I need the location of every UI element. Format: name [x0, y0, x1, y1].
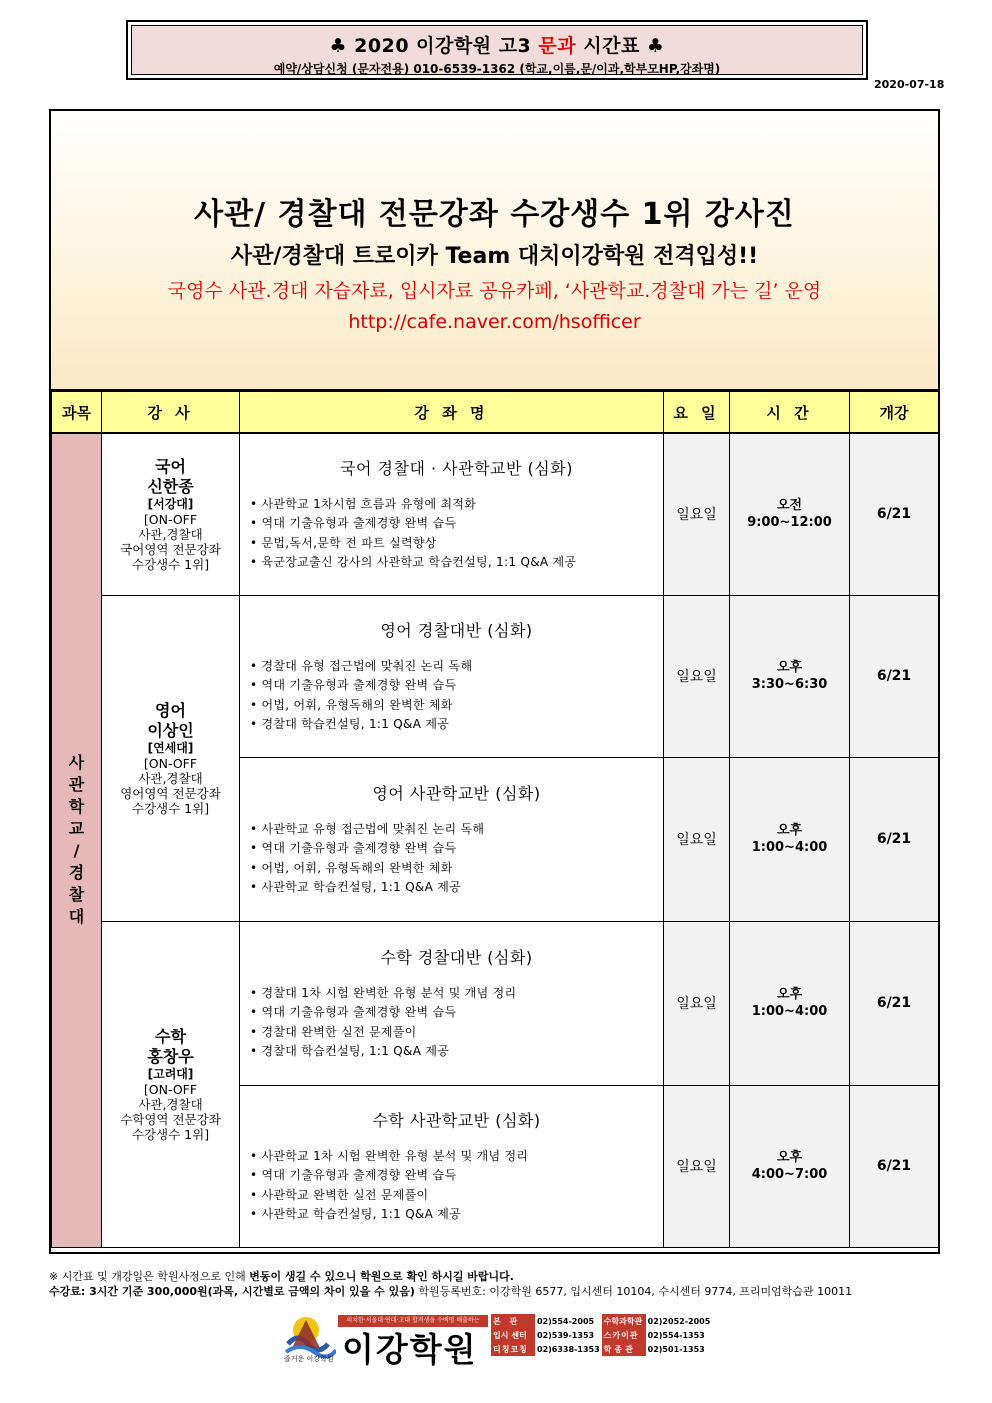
- teacher-name: 이상인: [147, 720, 194, 740]
- teacher-desc: [ON-OFF: [143, 755, 198, 771]
- course-cell: [240, 921, 664, 1085]
- time-range: 9:00~12:00: [747, 515, 832, 531]
- teacher-desc: [ON-OFF: [143, 511, 198, 527]
- time-cell: [730, 921, 850, 1085]
- course-cell: [240, 757, 664, 921]
- course-point: • 육군장교출신 강사의 사관학교 학습컨설팅, 1:1 Q&A 제공: [250, 555, 577, 570]
- time-cell: [730, 1085, 850, 1247]
- teacher-subject: 수학: [155, 1026, 186, 1046]
- day-cell: 일요일: [664, 433, 730, 595]
- day-cell: 일요일: [664, 757, 730, 921]
- title-subtitle: 예약/상담신청 (문자전용) 010-6539-1362 (학교,이름,문/이과,학부모HP,강좌명): [273, 62, 721, 76]
- course-title: 영어 사관학교반 (심화): [372, 783, 541, 803]
- course-point: • 경찰대 완벽한 실전 문제풀이: [250, 1024, 417, 1039]
- teacher-desc: 수강생수 1위]: [131, 556, 210, 572]
- table-row: [52, 595, 939, 757]
- course-title: 국어 경찰대 · 사관학교반 (심화): [340, 458, 573, 478]
- time-period: 오전: [776, 498, 803, 514]
- teacher-cell: [102, 921, 240, 1247]
- header-subject: 과목: [52, 392, 102, 434]
- teacher-subject: 영어: [155, 700, 186, 720]
- title-highlight: 문과: [538, 35, 577, 57]
- time-range: 1:00~4:00: [751, 840, 828, 855]
- contact-label: 티칭코칭: [491, 1342, 535, 1356]
- document-date: 2020-07-18: [874, 78, 945, 91]
- course-point: • 경찰대 1차 시험 완벽한 유형 분석 및 개념 정리: [250, 985, 517, 1000]
- teacher-desc: 수학영역 전문강좌: [120, 1111, 221, 1127]
- open-date-cell: 6/21: [850, 757, 939, 921]
- header-open: 개강: [850, 392, 939, 434]
- time-range: 1:00~4:00: [751, 1004, 828, 1019]
- title-inner: [131, 25, 863, 75]
- course-point: • 역대 기출유형과 출제경향 완벽 습득: [250, 678, 457, 692]
- day-cell: 일요일: [664, 921, 730, 1085]
- course-cell: [240, 433, 664, 595]
- course-point: • 경찰대 학습컨설팅, 1:1 Q&A 제공: [250, 1044, 450, 1058]
- banner-subheadline: 사관/경찰대 트로이카 Team 대치이강학원 전격입성!!: [230, 244, 759, 269]
- course-title: 수학 경찰대반 (심화): [380, 947, 533, 967]
- teacher-desc: 수강생수 1위]: [131, 1126, 210, 1142]
- schedule-notice: [49, 1268, 514, 1284]
- course-point: • 사관학교 학습컨설팅, 1:1 Q&A 제공: [250, 1207, 462, 1221]
- category-char: 경: [68, 863, 85, 883]
- promo-banner: [51, 111, 938, 391]
- course-point: • 사관학교 유형 접근법에 맞춰진 논리 독해: [250, 821, 485, 836]
- contact-label: 입시 센터: [491, 1328, 535, 1342]
- time-cell: [730, 595, 850, 757]
- fee-text: 수강료: 3시간 기준 300,000원(과목, 시간별로 금액의 차이 있을 수 있음): [49, 1285, 415, 1298]
- contact-row: [491, 1328, 712, 1342]
- contact-label: 스카이관: [602, 1328, 646, 1342]
- category-cell: [52, 433, 102, 1247]
- course-point: • 경찰대 학습컨설팅, 1:1 Q&A 제공: [250, 717, 450, 731]
- table-row: [52, 921, 939, 1085]
- time-range: 4:00~7:00: [751, 1167, 828, 1182]
- title-prefix: ♣ 2020 이강학원 고3: [329, 35, 539, 57]
- course-point: • 역대 기출유형과 출제경향 완벽 습득: [250, 841, 457, 855]
- time-period: 오후: [776, 660, 803, 675]
- course-title: 영어 경찰대반 (심화): [380, 620, 533, 640]
- time-cell: [730, 757, 850, 921]
- course-cell: [240, 1085, 664, 1247]
- category-char: 찰: [68, 885, 85, 905]
- course-point: • 어법, 어휘, 유형독해의 완벽한 체화: [250, 697, 453, 712]
- time-range: 3:30~6:30: [751, 677, 828, 692]
- teacher-desc: [ON-OFF: [143, 1081, 198, 1097]
- teacher-name: 신한종: [147, 476, 194, 496]
- course-point: • 사관학교 완벽한 실전 문제풀이: [250, 1187, 429, 1202]
- logo-name: 이강학원: [342, 1330, 478, 1369]
- notice-text: ※ 시간표 및 개강일은 학원사정으로 인해: [49, 1270, 250, 1283]
- contact-row: [491, 1314, 712, 1328]
- header-teacher: 강 사: [102, 392, 240, 434]
- teacher-university: [서강대]: [147, 496, 194, 511]
- contact-phone: 02)539-1353: [537, 1330, 595, 1340]
- category-char: /: [73, 841, 80, 861]
- course-point: • 역대 기출유형과 출제경향 완벽 습득: [250, 516, 457, 531]
- academy-logo: [284, 1312, 490, 1369]
- header-day: 요 일: [664, 392, 730, 434]
- time-period: 오후: [776, 823, 803, 838]
- header-time: 시 간: [730, 392, 850, 434]
- course-point: • 역대 기출유형과 출제경향 완벽 습득: [250, 1168, 457, 1182]
- teacher-university: [연세대]: [147, 740, 194, 755]
- page-title: [132, 31, 862, 58]
- timetable-frame: [49, 109, 940, 1254]
- open-date-cell: 6/21: [850, 433, 939, 595]
- course-point: • 경찰대 유형 접근법에 맞춰진 논리 독해: [250, 658, 473, 673]
- contact-label: 수학과학관: [602, 1314, 646, 1328]
- title-suffix: 시간표 ♣: [576, 35, 665, 57]
- banner-cafe-link[interactable]: http://cafe.naver.com/hsofficer: [348, 311, 641, 333]
- course-point: • 사관학교 학습컨설팅, 1:1 Q&A 제공: [250, 880, 462, 894]
- logo-slogan: 의치한·서울대·연대·고대 합격생을 수백명 배출하는: [338, 1315, 488, 1327]
- teacher-desc: 사관,경찰대: [138, 770, 203, 786]
- table-header-row: [52, 392, 939, 434]
- course-cell: [240, 595, 664, 757]
- teacher-desc: 수강생수 1위]: [131, 800, 210, 816]
- teacher-desc: 영어영역 전문강좌: [120, 785, 221, 801]
- teacher-university: [고려대]: [147, 1066, 194, 1081]
- notice-emphasis: 변동이 생길 수 있으니 학원으로 확인 하시길 바랍니다.: [249, 1270, 514, 1283]
- day-cell: 일요일: [664, 595, 730, 757]
- course-point: • 역대 기출유형과 출제경향 완벽 습득: [250, 1005, 457, 1019]
- fee-notice: [49, 1283, 852, 1299]
- timetable: [51, 391, 939, 1248]
- course-point: • 문법,독서,문학 전 파트 실력향상: [250, 535, 437, 550]
- title-box: [126, 20, 868, 80]
- category-char: 대: [68, 907, 85, 927]
- course-point: • 사관학교 1차시험 흐름과 유형에 최적화: [250, 496, 477, 511]
- teacher-cell: [102, 595, 240, 921]
- teacher-subject: 국어: [155, 456, 186, 476]
- teacher-desc: 사관,경찰대: [138, 526, 203, 542]
- open-date-cell: 6/21: [850, 1085, 939, 1247]
- time-period: 오후: [776, 987, 803, 1002]
- table-row: [52, 433, 939, 595]
- teacher-desc: 사관,경찰대: [138, 1096, 203, 1112]
- contact-label: 본 관: [491, 1314, 535, 1328]
- time-cell: [730, 433, 850, 595]
- teacher-cell: [102, 433, 240, 595]
- teacher-desc: 국어영역 전문강좌: [120, 541, 221, 557]
- contact-table: [491, 1314, 712, 1356]
- logo-tagline: 즐거운 이강학원: [284, 1355, 334, 1363]
- category-char: 학: [68, 797, 85, 817]
- category-char: 사: [68, 753, 85, 773]
- day-cell: 일요일: [664, 1085, 730, 1247]
- contact-phone: 02)2052-2005: [647, 1316, 711, 1326]
- category-char: 교: [68, 819, 85, 839]
- contact-phone: 02)6338-1353: [537, 1344, 600, 1354]
- banner-headline: 사관/ 경찰대 전문강좌 수강생수 1위 강사진: [194, 197, 795, 232]
- registration-text: 학원등록번호: 이강학원 6577, 입시센터 10104, 수시센터 9774, 프리미엄학습관 10011: [414, 1285, 853, 1298]
- banner-cafe-text: 국영수 사관.경대 자습자료, 입시자료 공유카페, ‘사관학교.경찰대 가는 길’ 운영: [167, 280, 822, 302]
- header-course: 강 좌 명: [240, 392, 664, 434]
- contact-phone: 02)554-1353: [647, 1330, 705, 1340]
- course-point: • 어법, 어휘, 유형독해의 완벽한 체화: [250, 860, 453, 875]
- time-period: 오후: [776, 1150, 803, 1165]
- contact-phone: 02)501-1353: [647, 1344, 705, 1354]
- course-title: 수학 사관학교반 (심화): [372, 1110, 541, 1130]
- category-char: 관: [68, 775, 85, 795]
- contact-row: [491, 1342, 712, 1356]
- teacher-name: 홍창우: [147, 1046, 194, 1066]
- contact-phone: 02)554-2005: [537, 1316, 595, 1326]
- course-point: • 사관학교 1차 시험 완벽한 유형 분석 및 개념 정리: [250, 1148, 529, 1163]
- contact-label: 학종관: [602, 1342, 646, 1356]
- open-date-cell: 6/21: [850, 921, 939, 1085]
- open-date-cell: 6/21: [850, 595, 939, 757]
